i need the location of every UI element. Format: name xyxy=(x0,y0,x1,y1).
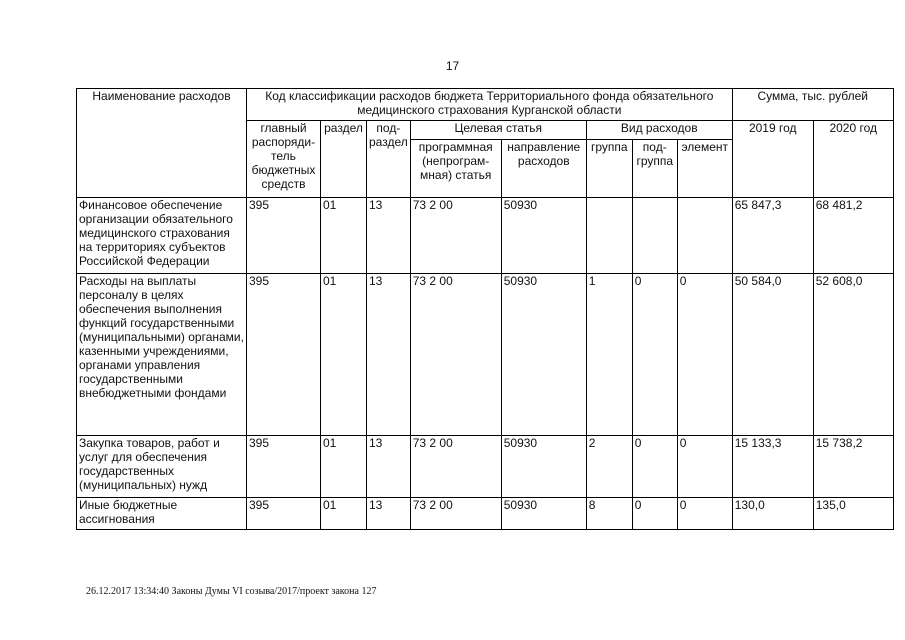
row-name: Иные бюджетные ассигнования xyxy=(77,498,247,530)
page-number: 17 xyxy=(445,59,460,73)
row-subgroup xyxy=(632,198,677,274)
row-direction: 50930 xyxy=(501,498,586,530)
row-program: 73 2 00 xyxy=(410,274,501,436)
row-gr: 395 xyxy=(247,274,321,436)
row-element: 0 xyxy=(677,274,732,436)
header-subsection: под- раздел xyxy=(367,121,411,198)
table-row xyxy=(77,498,894,530)
row-gr: 395 xyxy=(247,198,321,274)
header-direction: направление расходов xyxy=(501,140,586,198)
row-section: 01 xyxy=(321,436,367,498)
row-gr: 395 xyxy=(247,498,321,530)
header-year-2019: 2019 год xyxy=(732,121,813,198)
header-row-1 xyxy=(77,89,894,121)
row-element: 0 xyxy=(677,498,732,530)
row-section: 01 xyxy=(321,498,367,530)
header-target-article: Целевая статья xyxy=(410,121,586,140)
row-2020: 52 608,0 xyxy=(813,274,893,436)
row-subsection: 13 xyxy=(367,498,411,530)
header-subgroup: под- группа xyxy=(632,140,677,198)
header-sum-group: Сумма, тыс. рублей xyxy=(732,89,893,121)
header-program-article: программная (непрограм- мная) статья xyxy=(410,140,501,198)
row-direction: 50930 xyxy=(501,274,586,436)
table-row xyxy=(77,436,894,498)
row-name: Расходы на выплаты персоналу в целях обеспечения выполнения функций государственными (муниципальными) органами, казенными учреждениями, органами управления государственными внебюджетными фондами xyxy=(77,274,247,436)
row-element: 0 xyxy=(677,436,732,498)
row-group: 8 xyxy=(586,498,632,530)
row-2019: 65 847,3 xyxy=(732,198,813,274)
row-subgroup: 0 xyxy=(632,498,677,530)
row-element xyxy=(677,198,732,274)
row-subgroup: 0 xyxy=(632,436,677,498)
row-program: 73 2 00 xyxy=(410,436,501,498)
header-name: Наименование расходов xyxy=(77,89,247,198)
row-group xyxy=(586,198,632,274)
row-name: Закупка товаров, работ и услуг для обеспечения государственных (муниципальных) нужд xyxy=(77,436,247,498)
row-direction: 50930 xyxy=(501,198,586,274)
row-subgroup: 0 xyxy=(632,274,677,436)
footer-stamp: 26.12.2017 13:34:40 Законы Думы VI созыва/2017/проект закона 127 xyxy=(86,586,377,597)
row-subsection: 13 xyxy=(367,436,411,498)
header-expense-type: Вид расходов xyxy=(586,121,732,140)
table-row xyxy=(77,198,894,274)
row-2020: 135,0 xyxy=(813,498,893,530)
header-main-manager: главный распоряди- тель бюджетных средств xyxy=(247,121,321,198)
header-group: группа xyxy=(586,140,632,198)
header-section: раздел xyxy=(321,121,367,198)
row-program: 73 2 00 xyxy=(410,498,501,530)
row-2020: 15 738,2 xyxy=(813,436,893,498)
row-2019: 50 584,0 xyxy=(732,274,813,436)
row-program: 73 2 00 xyxy=(410,198,501,274)
row-group: 1 xyxy=(586,274,632,436)
header-year-2020: 2020 год xyxy=(813,121,893,198)
budget-table xyxy=(76,88,894,530)
row-2020: 68 481,2 xyxy=(813,198,893,274)
row-2019: 15 133,3 xyxy=(732,436,813,498)
row-name: Финансовое обеспечение организации обязательного медицинского страхования на территориях субъектов Российской Федерации xyxy=(77,198,247,274)
row-subsection: 13 xyxy=(367,198,411,274)
row-2019: 130,0 xyxy=(732,498,813,530)
header-code-group: Код классификации расходов бюджета Территориального фонда обязательного медицинского страхования Курганской области xyxy=(247,89,733,121)
table-row xyxy=(77,274,894,436)
row-gr: 395 xyxy=(247,436,321,498)
row-section: 01 xyxy=(321,198,367,274)
row-group: 2 xyxy=(586,436,632,498)
row-subsection: 13 xyxy=(367,274,411,436)
row-section: 01 xyxy=(321,274,367,436)
header-element: элемент xyxy=(677,140,732,198)
row-direction: 50930 xyxy=(501,436,586,498)
